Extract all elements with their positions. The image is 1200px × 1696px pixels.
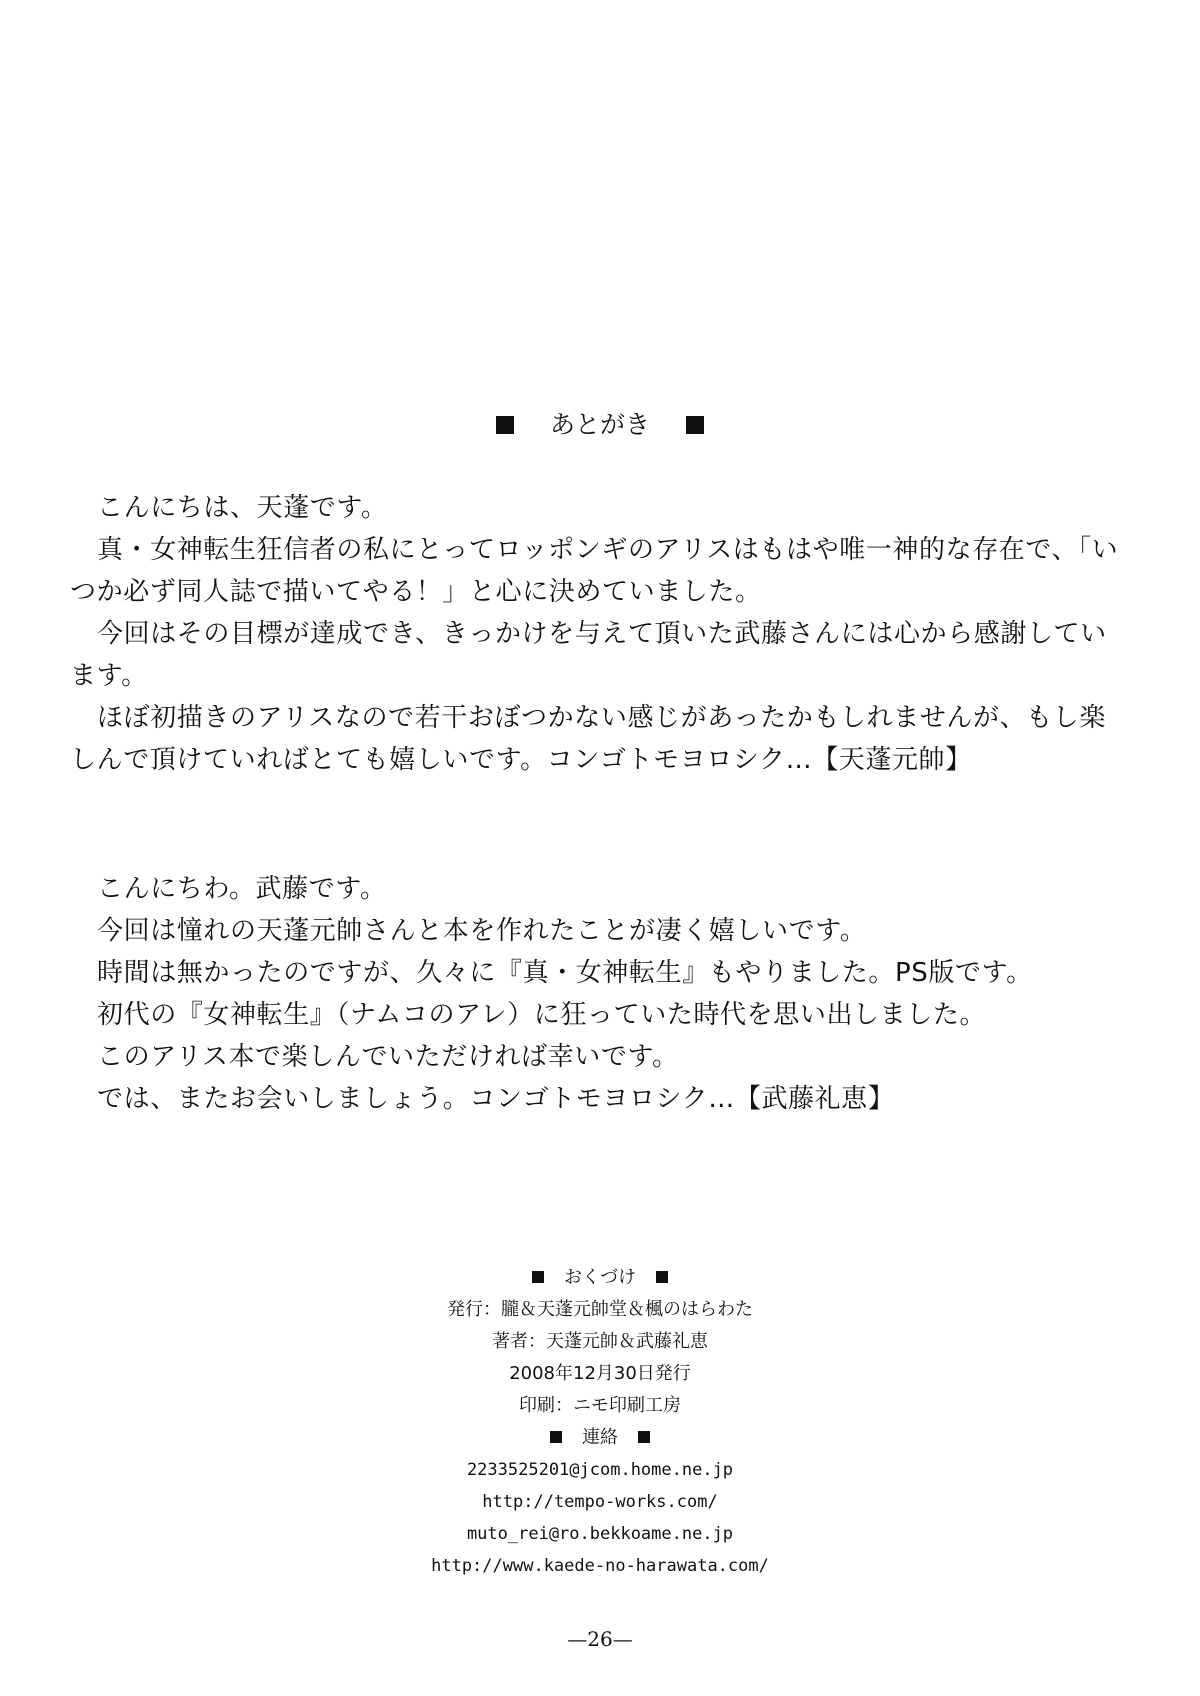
afterword-paragraph: こんにちは、天蓬です。 bbox=[97, 493, 388, 523]
colophon-heading bbox=[0, 1262, 1200, 1294]
afterword-author2-section bbox=[70, 868, 1130, 1120]
square-bullet-icon bbox=[656, 1271, 668, 1283]
afterword-paragraph: では、またお会いしましょう。コンゴトモヨロシク…【武藤礼恵】 bbox=[97, 1084, 895, 1114]
square-bullet-icon bbox=[532, 1271, 544, 1283]
colophon-publisher: 発行：朧＆天蓬元帥堂＆楓のはらわた bbox=[447, 1299, 753, 1320]
afterword-paragraph: 時間は無かったのですが、久々に『真・女神転生』もやりました。PS版です。 bbox=[97, 958, 1033, 988]
contact-email: 2233525201@jcom.home.ne.jp bbox=[466, 1460, 734, 1480]
afterword-paragraph: こんにちわ。武藤です。 bbox=[97, 874, 387, 904]
colophon-title: おくづけ bbox=[564, 1267, 636, 1288]
afterword-author1-section bbox=[70, 487, 1130, 781]
afterword-paragraph: 今回は憧れの天蓬元帥さんと本を作れたことが凄く嬉しいです。 bbox=[97, 916, 867, 946]
afterword-paragraph: ほぼ初描きのアリスなので若干おぼつかない感じがあったかもしれませんが、もし楽しんで頂けていればとても嬉しいです。コンゴトモヨロシク…【天蓬元帥】 bbox=[70, 703, 1106, 775]
afterword-title: あとがき bbox=[549, 410, 650, 439]
contact-url: http://www.kaede-no-harawata.com/ bbox=[431, 1556, 769, 1576]
afterword-paragraph: 今回はその目標が達成でき、きっかけを与えて頂いた武藤さんには心から感謝しています。 bbox=[70, 619, 1107, 691]
afterword-paragraph: 初代の『女神転生』（ナムコのアレ）に狂っていた時代を思い出しました。 bbox=[97, 1000, 987, 1030]
contact-title: 連絡 bbox=[582, 1427, 618, 1448]
square-bullet-icon bbox=[686, 416, 704, 434]
colophon bbox=[0, 1262, 1200, 1582]
square-bullet-icon bbox=[550, 1431, 562, 1443]
colophon-printer: 印刷：ニモ印刷工房 bbox=[519, 1395, 681, 1416]
afterword-heading bbox=[0, 408, 1200, 442]
colophon-authors: 著者：天蓬元帥＆武藤礼恵 bbox=[492, 1331, 708, 1352]
square-bullet-icon bbox=[638, 1431, 650, 1443]
afterword-paragraph: このアリス本で楽しんでいただければ幸いです。 bbox=[97, 1042, 679, 1072]
square-bullet-icon bbox=[496, 416, 514, 434]
contact-heading bbox=[0, 1422, 1200, 1454]
contact-email: muto_rei@ro.bekkoame.ne.jp bbox=[466, 1524, 734, 1544]
colophon-date: 2008年12月30日発行 bbox=[509, 1363, 691, 1384]
page-number: —26— bbox=[567, 1627, 633, 1651]
afterword-paragraph: 真・女神転生狂信者の私にとってロッポンギのアリスはもはや唯一神的な存在で、「いつか必ず同人誌で描いてやる！」と心に決めていました。 bbox=[70, 535, 1119, 607]
contact-url: http://tempo-works.com/ bbox=[482, 1492, 718, 1512]
